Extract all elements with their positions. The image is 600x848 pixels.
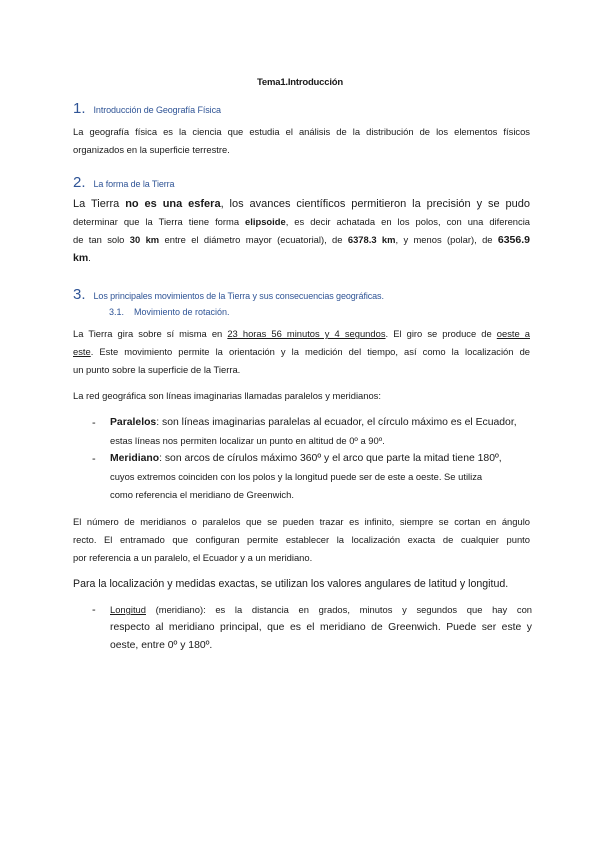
section-1-number: 1. (73, 100, 86, 117)
section-1-title: Introducción de Geografía Física (93, 105, 221, 115)
subsection-3-1-number: 3.1. (109, 307, 125, 317)
bullet-dash: - (92, 453, 96, 465)
section-2-title: La forma de la Tierra (93, 179, 175, 189)
section-2-paragraph: La Tierra no es una esfera, los avances científicos permitieron la precisión y se pudo determinar que la Tierra tiene forma elipsoide, es decir achatada en los polos, con una diferencia de tan solo 30 km entre el diámetro mayor (ecuatorial), de 6378.3 km, y menos (polar), de 6356.9 km. (73, 198, 530, 264)
list-item-paralelos: - Paralelos: son líneas imaginarias paralelas al ecuador, el círculo máximo es el Ecuador, estas líneas nos permiten localizar un punto en altitud de 0º a 90º. (92, 414, 532, 450)
section-2-heading (73, 174, 174, 191)
list-item-longitud: - Longitud (meridiano): es la distancia en grados, minutos y segundos que hay con respecto al meridiano principal, que es el meridiano de Greenwich. Puede ser este y oeste, entre 0º y 180º. (92, 601, 532, 655)
document-title: Tema1.Introducción (257, 77, 343, 88)
section-1-heading (73, 100, 221, 117)
subsection-3-1-heading (109, 307, 230, 317)
rotation-paragraph: La Tierra gira sobre sí misma en 23 horas 56 minutos y 4 segundos. El giro se produce de oeste a este. Este movimiento permite la orientación y la medición del tiempo, así como la localización de un punto sobre la superficie de la Tierra. (73, 328, 530, 375)
localization-paragraph: Para la localización y medidas exactas, se utilizan los valores angulares de latitud y longitud. (73, 578, 509, 590)
section-1-paragraph: La geografía física es la ciencia que estudia el análisis de la distribución de los elementos físicos organizados en la superficie terrestre. (73, 126, 530, 155)
bullet-dash: - (92, 604, 96, 616)
section-2-number: 2. (73, 174, 86, 191)
bullet-dash: - (92, 417, 96, 429)
infinite-meridians-paragraph: El número de meridianos o paralelos que se pueden trazar es infinito, siempre se cortan en ángulo recto. El entramado que configuran permite establecer la localización exacta de cualquier punto por referencia a un paralelo, el Ecuador y a un meridiano. (73, 516, 530, 563)
red-geografica-paragraph: La red geográfica son líneas imaginarias llamadas paralelos y meridianos: (73, 390, 381, 401)
section-3-title: Los principales movimientos de la Tierra y sus consecuencias geográficas. (93, 291, 384, 301)
section-3-number: 3. (73, 286, 86, 303)
list-item-meridiano: - Meridiano: son arcos de círulos máximo 360º y el arco que parte la mitad tiene 180º, cuyos extremos coinciden con los polos y la longitud puede ser de este a oeste. Se utiliza como referencia el meridiano de Greenwich. (92, 450, 532, 504)
section-3-heading (73, 286, 384, 303)
subsection-3-1-title: Movimiento de rotación. (134, 307, 230, 317)
